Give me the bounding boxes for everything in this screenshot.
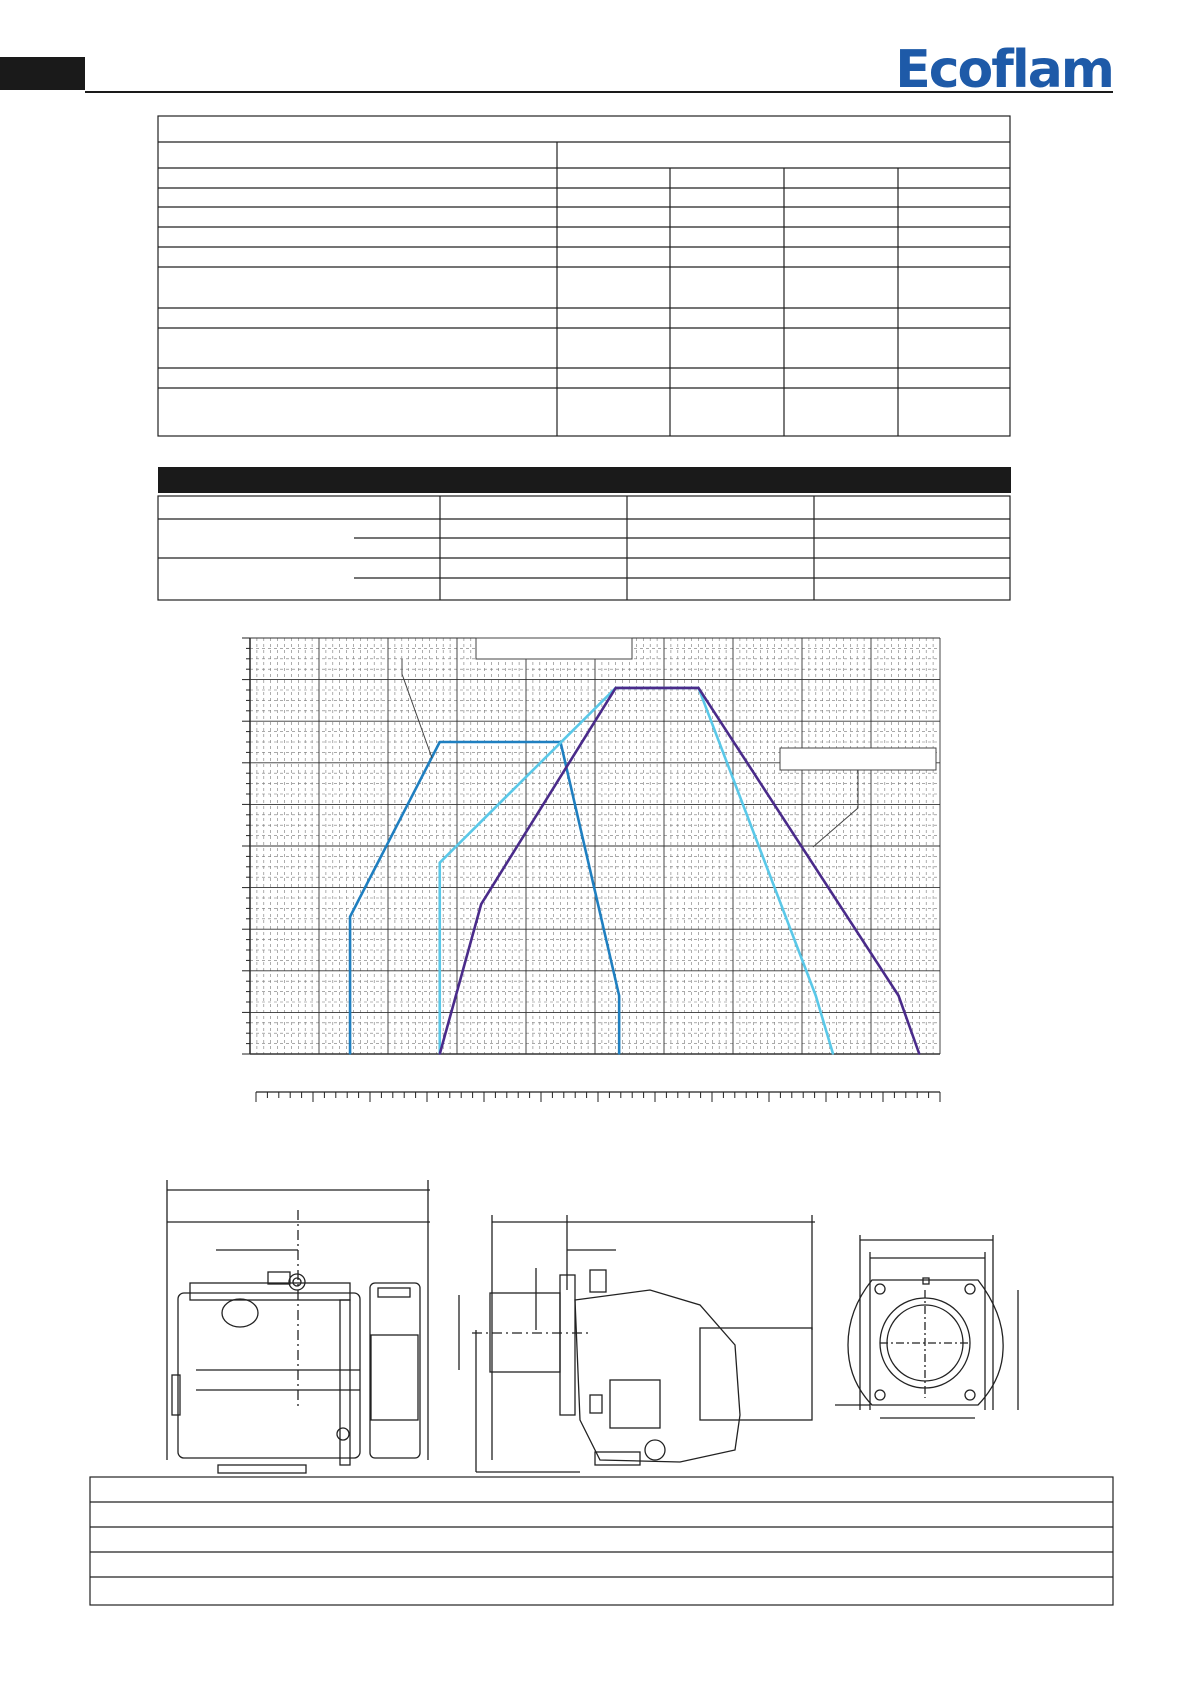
gas-pressure-table <box>158 496 1010 600</box>
series-1-point <box>618 995 620 997</box>
series-1-point <box>618 1053 620 1055</box>
series-3-point <box>480 903 482 905</box>
series-2-point <box>815 995 817 997</box>
burner-drawing-side <box>459 1215 815 1472</box>
section-header-bar <box>158 467 1011 493</box>
series-1-point <box>349 1053 351 1055</box>
ecoflam-logo: Ecoflam <box>895 40 1113 100</box>
series-3-point <box>898 995 900 997</box>
dimensions-table <box>90 1477 1113 1605</box>
chart-annotation-box-left <box>476 638 632 659</box>
series-1-point <box>349 916 351 918</box>
chart-annotation-box-right <box>780 748 936 770</box>
gas-pressure-table-frame <box>158 496 1010 600</box>
chart-annotation-leader-left <box>402 659 432 758</box>
flange-drawing <box>835 1235 1018 1418</box>
burner-drawing-front <box>167 1180 430 1473</box>
series-1-point <box>439 741 441 743</box>
series-2-point <box>832 1053 834 1055</box>
working-field-chart <box>242 638 940 1102</box>
dimensions-table-frame <box>90 1477 1113 1605</box>
technical-data-table <box>158 116 1010 436</box>
series-3-point <box>919 1053 921 1055</box>
series-3-point <box>615 687 617 689</box>
series-2-point <box>439 862 441 864</box>
series-3-point <box>439 1053 441 1055</box>
series-3-point <box>698 687 700 689</box>
